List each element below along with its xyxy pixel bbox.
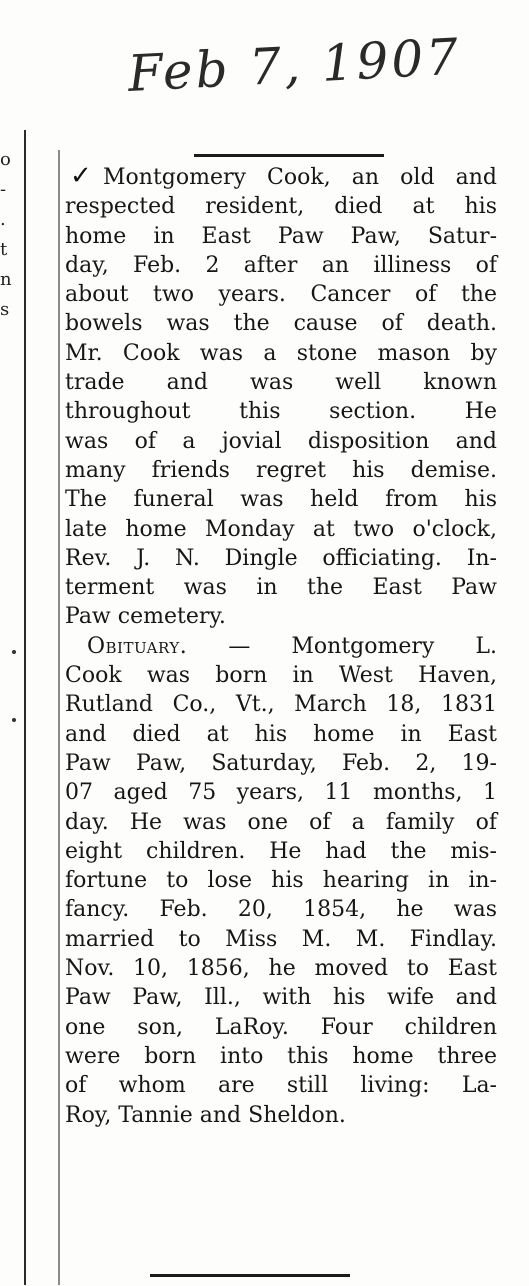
article-line: Cook was born in West Haven, — [65, 663, 497, 689]
article-line: day. He was one of a family of — [65, 809, 497, 835]
article-line: fancy. Feb. 20, 1854, he was — [65, 897, 497, 923]
article-line: fortune to lose his hearing in in- — [65, 868, 497, 894]
obituary-article — [65, 163, 497, 1130]
article-line: and died at his home in East — [65, 721, 497, 747]
article-line: Paw cemetery. — [65, 604, 226, 630]
article-line: terment was in the East Paw — [65, 575, 497, 601]
check-mark-icon: ✓ — [70, 161, 92, 191]
margin-speck — [12, 650, 16, 654]
article-line: late home Monday at two o'clock, — [65, 516, 497, 542]
article-line: Mr. Cook was a stone mason by — [65, 340, 497, 366]
article-line: trade and was well known — [65, 370, 497, 396]
obituary-heading: Obituary. — [87, 633, 188, 659]
margin-speck — [12, 718, 16, 722]
article-line: Nov. 10, 1856, he moved to East — [65, 956, 497, 982]
article-line: Montgomery Cook, an old and — [103, 165, 497, 190]
margin-fragment: n — [0, 269, 12, 290]
article-line: home in East Paw Paw, Satur- — [65, 223, 497, 249]
article-line: Paw Paw, Ill., with his wife and — [65, 985, 497, 1011]
article-line: Rutland Co., Vt., March 18, 1831 — [65, 692, 497, 718]
article-line: day, Feb. 2 after an illiness of — [65, 252, 497, 278]
margin-fragment: . — [0, 209, 6, 230]
article-line: was of a jovial disposition and — [65, 428, 497, 454]
adjacent-column-fragments — [0, 145, 22, 325]
article-line: about two years. Cancer of the — [65, 282, 497, 308]
article-line: Roy, Tannie and Sheldon. — [65, 1102, 346, 1128]
article-line: married to Miss M. M. Findlay. — [65, 926, 497, 952]
article-line: bowels was the cause of death. — [65, 311, 497, 337]
article-line: eight children. He had the mis- — [65, 838, 497, 864]
article-line: throughout this section. He — [65, 399, 497, 425]
article-line: were born into this home three — [65, 1043, 497, 1069]
margin-fragment: s — [0, 299, 10, 320]
article-line: respected resident, died at his — [65, 194, 497, 220]
article-line: many friends regret his demise. — [65, 457, 497, 483]
handwritten-date: Feb 7, 1907 — [126, 27, 463, 103]
article-line: Paw Paw, Saturday, Feb. 2, 19- — [65, 750, 497, 776]
article-line-text: — Montgomery L. — [228, 633, 497, 659]
margin-fragment: o — [0, 149, 11, 170]
bottom-rule — [150, 1274, 350, 1277]
article-line: of whom are still living: La- — [65, 1073, 497, 1099]
margin-fragment: - — [0, 179, 7, 200]
article-line: one son, LaRoy. Four children — [65, 1014, 497, 1040]
article-line: Rev. J. N. Dingle officiating. In- — [65, 545, 497, 571]
column-rule-left — [24, 130, 26, 1285]
article-line: The funeral was held from his — [65, 487, 497, 513]
top-rule — [194, 154, 384, 157]
article-line — [65, 632, 497, 661]
margin-fragment: t — [0, 239, 8, 260]
column-rule-inner — [58, 150, 60, 1285]
article-line: 07 aged 75 years, 11 months, 1 — [65, 780, 497, 806]
